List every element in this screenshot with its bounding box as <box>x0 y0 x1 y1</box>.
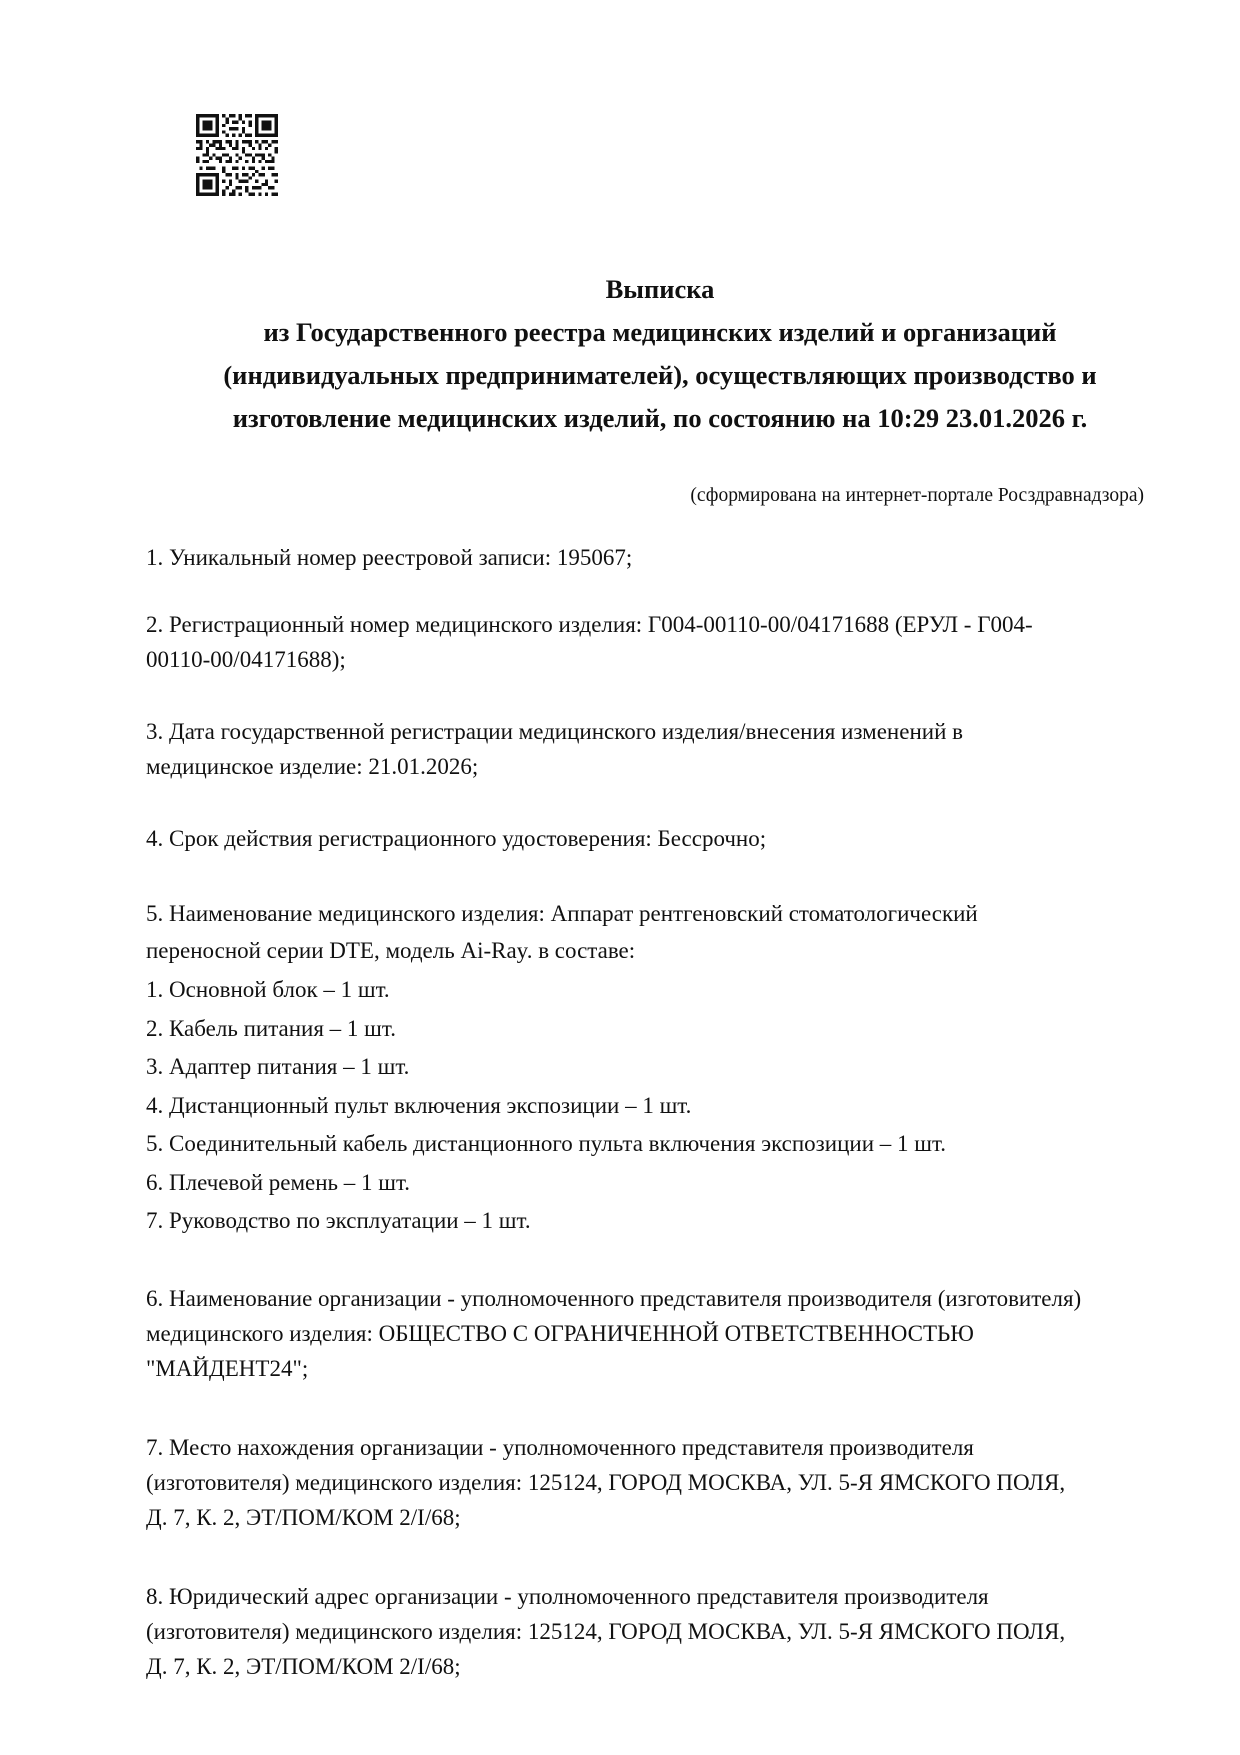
qr-code-icon <box>196 114 278 196</box>
item-line: 7. Место нахождения организации - уполномоченного представителя производителя <box>146 1435 974 1460</box>
list-item: 4. Дистанционный пульт включения экспозиции – 1 шт. <box>146 1092 692 1118</box>
registry-record-number <box>146 540 1166 575</box>
item-line: медицинское изделие: 21.01.2026; <box>146 754 479 779</box>
item-line: 6. Наименование организации - уполномоченного представителя производителя (изготовителя) <box>146 1286 1082 1311</box>
representative-legal-address <box>146 1579 1166 1684</box>
item-line: 3. Дата государственной регистрации медицинского изделия/внесения изменений в <box>146 719 963 744</box>
item-line: 1. Уникальный номер реестровой записи: 195067; <box>146 545 633 570</box>
item-line: Д. 7, К. 2, ЭТ/ПОМ/КОМ 2/I/68; <box>146 1505 461 1530</box>
certificate-validity <box>146 821 1166 856</box>
device-composition-list <box>146 971 946 1241</box>
title-line: изготовление медицинских изделий, по состоянию на 10:29 23.01.2026 г. <box>232 403 1088 433</box>
item-line: медицинского изделия: ОБЩЕСТВО С ОГРАНИЧЕННОЙ ОТВЕТСТВЕННОСТЬЮ <box>146 1321 974 1346</box>
list-item: 3. Адаптер питания – 1 шт. <box>146 1054 410 1079</box>
item-line: Д. 7, К. 2, ЭТ/ПОМ/КОМ 2/I/68; <box>146 1654 461 1679</box>
item-line: (изготовителя) медицинского изделия: 125124, ГОРОД МОСКВА, УЛ. 5-Я ЯМСКОГО ПОЛЯ, <box>146 1470 1066 1495</box>
item-line: 2. Регистрационный номер медицинского изделия: Г004-00110-00/04171688 (ЕРУЛ - Г004- <box>146 612 1033 637</box>
item-line: 4. Срок действия регистрационного удостоверения: Бессрочно; <box>146 826 767 851</box>
list-item: 5. Соединительный кабель дистанционного пульта включения экспозиции – 1 шт. <box>146 1131 947 1156</box>
item-line: "МАЙДЕНТ24"; <box>146 1356 309 1381</box>
registration-number <box>146 607 1166 677</box>
list-item: 2. Кабель питания – 1 шт. <box>146 1015 396 1041</box>
item-line: переносной серии DTE, модель Ai-Ray. в составе: <box>146 938 636 963</box>
item-line: (изготовителя) медицинского изделия: 125124, ГОРОД МОСКВА, УЛ. 5-Я ЯМСКОГО ПОЛЯ, <box>146 1619 1066 1644</box>
item-line: 5. Наименование медицинского изделия: Аппарат рентгеновский стоматологический <box>146 901 978 926</box>
device-name <box>146 896 1166 968</box>
document-title <box>130 268 1190 440</box>
item-line: 8. Юридический адрес организации - уполномоченного представителя производителя <box>146 1584 989 1609</box>
representative-location <box>146 1430 1166 1535</box>
authorized-representative-name <box>146 1281 1166 1386</box>
source-note: (сформирована на интернет-портале Росздравнадзора) <box>690 485 1144 506</box>
title-line: (индивидуальных предпринимателей), осуществляющих производство и <box>223 360 1097 390</box>
list-item: 6. Плечевой ремень – 1 шт. <box>146 1169 411 1195</box>
registration-date <box>146 714 1166 784</box>
title-line: из Государственного реестра медицинских изделий и организаций <box>263 317 1057 347</box>
item-line: 00110-00/04171688); <box>146 647 346 672</box>
list-item: 1. Основной блок – 1 шт. <box>146 977 390 1002</box>
title-line: Выписка <box>605 274 715 304</box>
list-item: 7. Руководство по эксплуатации – 1 шт. <box>146 1208 531 1233</box>
